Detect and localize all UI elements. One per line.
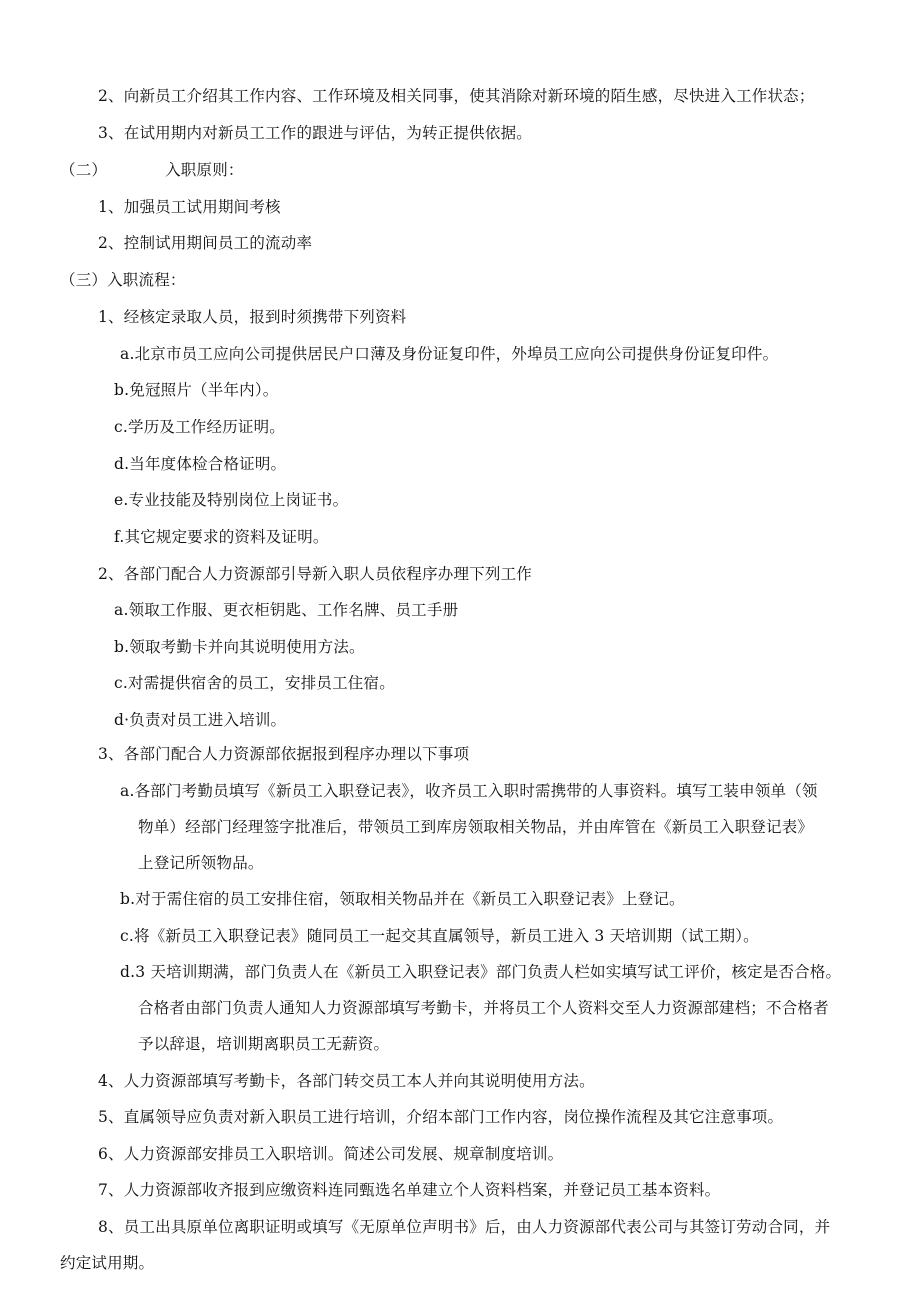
step-4: 4、人力资源部填写考勤卡，各部门转交员工本人并向其说明使用方法。: [98, 1072, 595, 1090]
step-7: 7、人力资源部收齐报到应缴资料连同甄选名单建立个人资料档案，并登记员工基本资料。: [98, 1181, 721, 1199]
step-3-sub-d-line-1: d.3 天培训期满，部门负责人在《新员工入职登记表》部门负责人栏如实填写试工评价，核定是否合格。: [120, 963, 842, 981]
section-2-title: 入职原则：: [165, 161, 244, 179]
step-8-line-1: 8、员工出具原单位离职证明或填写《无原单位声明书》后，由人力资源部代表公司与其签订劳动合同，并: [98, 1218, 831, 1236]
step-2-sub-d: d·负责对员工进入培训。: [114, 711, 287, 729]
step-3-sub-b: b.对于需住宿的员工安排住宿，领取相关物品并在《新员工入职登记表》上登记。: [120, 890, 685, 908]
step-6: 6、人力资源部安排员工入职培训。简述公司发展、规章制度培训。: [98, 1145, 564, 1163]
step-1-sub-d: d.当年度体检合格证明。: [114, 455, 287, 473]
step-3-sub-a-line-3: 上登记所领物品。: [138, 854, 264, 872]
step-5: 5、直属领导应负责对新入职员工进行培训，介绍本部门工作内容，岗位操作流程及其它注意事项。: [98, 1108, 784, 1126]
step-2-sub-a: a.领取工作服、更衣柜钥匙、工作名牌、员工手册: [114, 601, 459, 619]
step-1-label: 1、经核定录取人员，报到时须携带下列资料: [98, 308, 407, 326]
principle-item-1: 1、加强员工试用期间考核: [98, 198, 281, 216]
section-2-number: （二）: [60, 161, 108, 179]
step-1-sub-a: a.北京市员工应向公司提供居民户口薄及身份证复印件，外埠员工应向公司提供身份证复印件。: [120, 345, 779, 363]
step-3-label: 3、各部门配合人力资源部依据报到程序办理以下事项: [98, 745, 470, 763]
step-2-sub-b: b.领取考勤卡并向其说明使用方法。: [114, 638, 365, 656]
step-3-sub-a-line-2: 物单）经部门经理签字批准后，带领员工到库房领取相关物品，并由库管在《新员工入职登记表》: [138, 818, 814, 836]
step-1-sub-c: c.学历及工作经历证明。: [114, 418, 286, 436]
step-2-sub-c: c.对需提供宿舍的员工，安排员工住宿。: [114, 674, 395, 692]
step-2-label: 2、各部门配合人力资源部引导新入职人员依程序办理下列工作: [98, 565, 532, 583]
step-1-sub-e: e.专业技能及特别岗位上岗证书。: [114, 491, 349, 509]
step-3-sub-d-line-2: 合格者由部门负责人通知人力资源部填写考勤卡，并将员工个人资料交至人力资源部建档；不合格者: [138, 999, 829, 1017]
step-1-sub-b: b.免冠照片（半年内）。: [114, 381, 279, 399]
step-8-line-2: 约定试用期。: [60, 1254, 155, 1272]
step-3-sub-d-line-3: 予以辞退，培训期离职员工无薪资。: [138, 1035, 390, 1053]
intro-item-3: 3、在试用期内对新员工工作的跟进与评估，为转正提供依据。: [98, 124, 532, 142]
step-3-sub-a-line-1: a.各部门考勤员填写《新员工入职登记表》，收齐员工入职时需携带的人事资料。填写工装申领单（领: [120, 782, 818, 800]
step-1-sub-f: f.其它规定要求的资料及证明。: [114, 528, 329, 546]
step-3-sub-c: c.将《新员工入职登记表》随同员工一起交其直属领导，新员工进入 3 天培训期（试工期）。: [120, 927, 759, 945]
principle-item-2: 2、控制试用期间员工的流动率: [98, 234, 313, 252]
section-3-heading: （三）入职流程：: [60, 271, 186, 289]
section-2-heading: [60, 160, 244, 180]
intro-item-2: 2、向新员工介绍其工作内容、工作环境及相关同事，使其消除对新环境的陌生感，尽快进入工作状态；: [98, 87, 815, 105]
